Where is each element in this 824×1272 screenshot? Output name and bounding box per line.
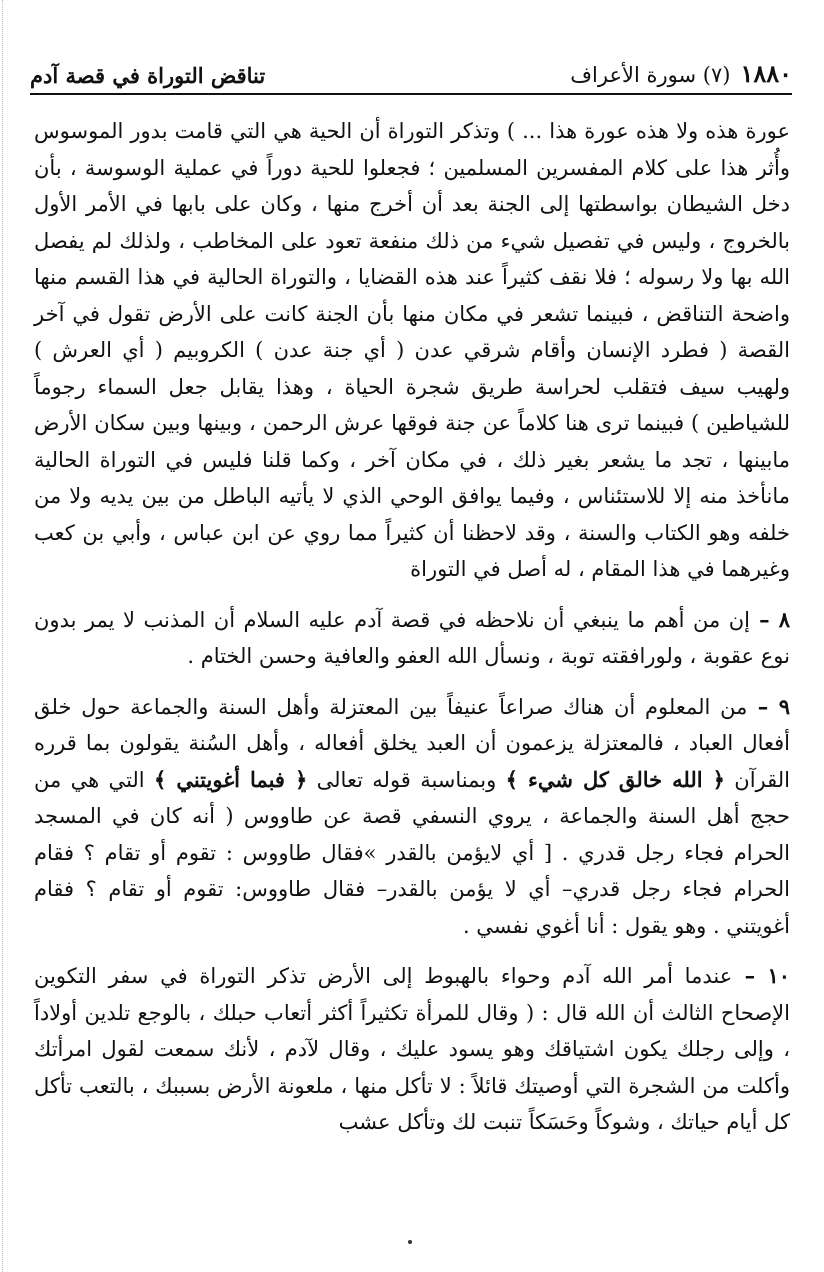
footer-mark (408, 1240, 412, 1244)
bold-text: ٨ – (749, 606, 790, 632)
header-right (570, 59, 792, 88)
paragraph (34, 602, 790, 675)
paragraph-text: التي هي من حجج أهل السنة والجماعة ، يروي النسفي قصة عن طاووس ( أنه كان في المسجد الحرام فجاء رجل قدري . [ أي لايؤمن بالقدر »فقال طاووس : تقوم أو تقام ؟ فقام الحرام فجاء رجل قدري– أي لا يؤمن بالقدر– فقال طاووس: تقوم أو تقام ؟ فقام أغويتني . وهو يقول : أنا أغوي نفسي . (34, 767, 790, 938)
page-number: ١٨٨٠ (740, 59, 792, 88)
chapter-reference: (٧) سورة الأعراف (570, 63, 731, 87)
paragraph (34, 958, 790, 1141)
bold-text: ﴿ فبما أغويتني ﴾ (154, 766, 308, 792)
bold-text: ﴿ الله خالق كل شيء ﴾ (505, 766, 725, 792)
body-text (34, 113, 790, 1141)
bold-text: ٩ – (747, 693, 790, 719)
paragraph-text: عورة هذه ولا هذه عورة هذا ... ) وتذكر التوراة أن الحية هي التي قامت بدور الموسوس وأُثر هذا على كلام المفسرين المسلمين ؛ فجعلوا للحية دوراً في عملية الوسوسة ، بأن دخل الشيطان بواسطتها إلى الجنة بعد أن أخرج منها ، وكان على بابها في الأمر الأول بالخروج ، وليس في تفصيل شيء من ذلك منفعة تعود على المخاطب ، ولذلك لم يفصل الله بها ولا رسوله ؛ فلا نقف كثيراً عند هذه القضايا ، والتوراة الحالية في هذا القسم منها واضحة التناقض ، فبينما تشعر في مكان منها بأن الجنة كانت على الأرض تقول في آخر القصة ( فطرد الإنسان وأقام شرقي عدن ( أي جنة عدن ) الكروبيم ( أي العرش ) ولهيب سيف فتقلب لحراسة طريق شجرة الحياة ، وهذا يقابل جعل السماء رجوماً للشياطين ) فبينما ترى هنا كلاماً عن جنة فوقها عرش الرحمن ، وبينها وبين سكان الأرض مابينها ، تجد ما يشعر بغير ذلك ، في مكان آخر ، وكما قلنا فليس في التوراة الحالية مانأخذ منه إلا للاستئناس ، وفيما يوافق الوحي الذي لا يأتيه الباطل من بين يديه ولا من خلفه وهو الكتاب والسنة ، وقد لاحظنا أن كثيراً مما روي عن ابن عباس ، وأبي بن كعب وغيرهما في هذا المقام ، له أصل في التوراة (34, 119, 790, 581)
header-rule (30, 93, 792, 95)
running-header (30, 58, 792, 88)
paragraph (34, 113, 790, 588)
scan-edge (2, 0, 4, 1272)
paragraph-text: إن من أهم ما ينبغي أن نلاحظه في قصة آدم عليه السلام أن المذنب لا يمر بدون نوع عقوبة ، ولورافقته توبة ، ونسأل الله العفو والعافية وحسن الختام . (34, 607, 790, 668)
header-title: تناقض التوراة في قصة آدم (30, 63, 266, 88)
paragraph-text: وبمناسبة قوله تعالى (307, 767, 506, 792)
paragraph-text: عندما أمر الله آدم وحواء بالهبوط إلى الأرض تذكر التوراة في سفر التكوين الإصحاح الثالث أن الله قال : ( وقال للمرأة تكثيراً أكثر أتعاب حبلك ، بالوجع تلدين أولاداً ، وإلى رجلك يكون اشتياقك وهو يسود عليك ، وقال لآدم ، لأنك سمعت لقول امرأتك وأكلت من الشجرة التي أوصيتك قائلاً : لا تأكل منها ، ملعونة الأرض بسببك ، بالتعب تأكل كل أيام حياتك ، وشوكاً وحَسَكاً تنبت لك وتأكل عشب (34, 964, 790, 1134)
bold-text: ١٠ – (732, 963, 791, 988)
paragraph (34, 689, 790, 945)
paragraph-text: من المعلوم أن هناك صراعاً عنيفاً بين المعتزلة وأهل السنة والجماعة حول خلق أفعال العباد ، فالمعتزلة يزعمون أن العبد يخلق أفعاله ، وأهل السُنة يقولون بما قرره القرآن (34, 694, 790, 792)
